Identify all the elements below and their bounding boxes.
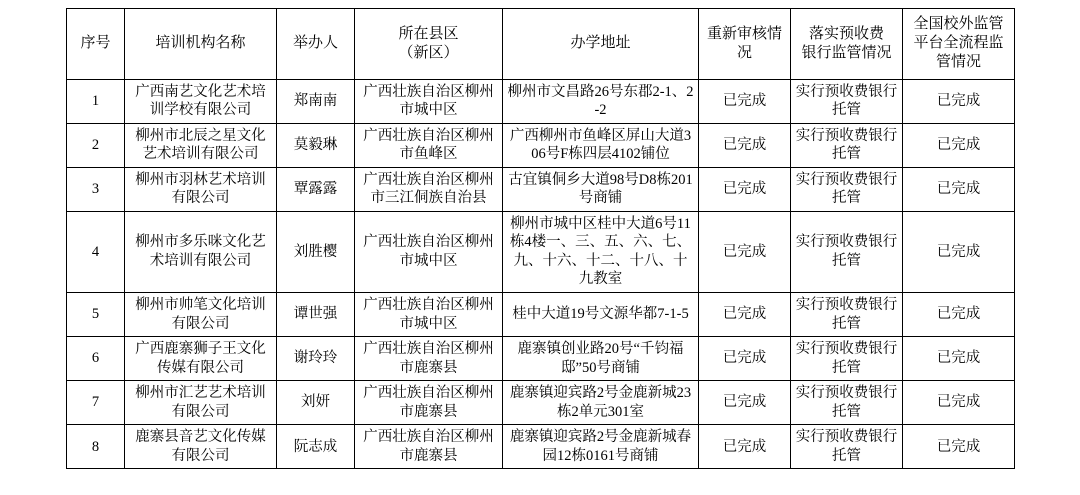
- cell-no: 3: [67, 167, 125, 211]
- cell-county: 广西壮族自治区柳州市城中区: [355, 211, 503, 292]
- cell-host: 莫毅琳: [277, 123, 355, 167]
- cell-review-status: 已完成: [699, 123, 791, 167]
- table-row: [67, 425, 1015, 469]
- cell-review-status: 已完成: [699, 337, 791, 381]
- cell-bank-supervision: 实行预收费银行托管: [791, 211, 903, 292]
- table-row: [67, 293, 1015, 337]
- column-header-institution-name: 培训机构名称: [125, 9, 277, 80]
- cell-no: 7: [67, 381, 125, 425]
- cell-county: 广西壮族自治区柳州市城中区: [355, 293, 503, 337]
- cell-institution-name: 柳州市北辰之星文化艺术培训有限公司: [125, 123, 277, 167]
- cell-address: 古宜镇侗乡大道98号D8栋201号商铺: [503, 167, 699, 211]
- table-row: [67, 79, 1015, 123]
- cell-address: 广西柳州市鱼峰区屏山大道306号F栋四层4102铺位: [503, 123, 699, 167]
- cell-host: 刘妍: [277, 381, 355, 425]
- cell-institution-name: 柳州市汇艺艺术培训有限公司: [125, 381, 277, 425]
- cell-review-status: 已完成: [699, 293, 791, 337]
- cell-bank-supervision: 实行预收费银行托管: [791, 79, 903, 123]
- cell-bank-supervision: 实行预收费银行托管: [791, 425, 903, 469]
- table-row: [67, 211, 1015, 292]
- cell-no: 5: [67, 293, 125, 337]
- cell-bank-supervision: 实行预收费银行托管: [791, 337, 903, 381]
- cell-address: 鹿寨镇迎宾路2号金鹿新城23栋2单元301室: [503, 381, 699, 425]
- cell-platform-supervision: 已完成: [903, 337, 1015, 381]
- cell-institution-name: 柳州市帅笔文化培训有限公司: [125, 293, 277, 337]
- cell-address: 鹿寨镇创业路20号“千钧福邸”50号商铺: [503, 337, 699, 381]
- cell-bank-supervision: 实行预收费银行托管: [791, 167, 903, 211]
- cell-bank-supervision: 实行预收费银行托管: [791, 381, 903, 425]
- cell-no: 4: [67, 211, 125, 292]
- cell-no: 2: [67, 123, 125, 167]
- cell-address: 柳州市城中区桂中大道6号11栋4楼一、三、五、六、七、九、十六、十二、十八、十九教室: [503, 211, 699, 292]
- cell-institution-name: 鹿寨县音艺文化传媒有限公司: [125, 425, 277, 469]
- cell-institution-name: 广西南艺文化艺术培训学校有限公司: [125, 79, 277, 123]
- cell-platform-supervision: 已完成: [903, 123, 1015, 167]
- table-header: [67, 9, 1015, 80]
- cell-platform-supervision: 已完成: [903, 211, 1015, 292]
- cell-address: 桂中大道19号文源华都7-1-5: [503, 293, 699, 337]
- cell-institution-name: 柳州市羽林艺术培训有限公司: [125, 167, 277, 211]
- cell-host: 刘胜樱: [277, 211, 355, 292]
- cell-platform-supervision: 已完成: [903, 381, 1015, 425]
- cell-institution-name: 广西鹿寨狮子王文化传媒有限公司: [125, 337, 277, 381]
- cell-host: 覃露露: [277, 167, 355, 211]
- cell-address: 鹿寨镇迎宾路2号金鹿新城春园12栋0161号商铺: [503, 425, 699, 469]
- cell-no: 6: [67, 337, 125, 381]
- cell-platform-supervision: 已完成: [903, 425, 1015, 469]
- cell-no: 1: [67, 79, 125, 123]
- cell-county: 广西壮族自治区柳州市鹿寨县: [355, 381, 503, 425]
- cell-platform-supervision: 已完成: [903, 293, 1015, 337]
- cell-institution-name: 柳州市多乐咪文化艺术培训有限公司: [125, 211, 277, 292]
- cell-county: 广西壮族自治区柳州市鱼峰区: [355, 123, 503, 167]
- table-row: [67, 337, 1015, 381]
- column-header-no: 序号: [67, 9, 125, 80]
- column-header-review-status: 重新审核情况: [699, 9, 791, 80]
- table-body: [67, 79, 1015, 469]
- column-header-county: 所在县区 （新区）: [355, 9, 503, 80]
- cell-review-status: 已完成: [699, 79, 791, 123]
- cell-platform-supervision: 已完成: [903, 79, 1015, 123]
- cell-review-status: 已完成: [699, 211, 791, 292]
- cell-review-status: 已完成: [699, 167, 791, 211]
- cell-county: 广西壮族自治区柳州市城中区: [355, 79, 503, 123]
- cell-no: 8: [67, 425, 125, 469]
- cell-bank-supervision: 实行预收费银行托管: [791, 123, 903, 167]
- cell-host: 郑南南: [277, 79, 355, 123]
- cell-address: 柳州市文昌路26号东郡2-1、2-2: [503, 79, 699, 123]
- cell-county: 广西壮族自治区柳州市三江侗族自治县: [355, 167, 503, 211]
- column-header-bank-supervision: 落实预收费 银行监管情况: [791, 9, 903, 80]
- table-row: [67, 123, 1015, 167]
- column-header-host: 举办人: [277, 9, 355, 80]
- cell-host: 谭世强: [277, 293, 355, 337]
- column-header-address: 办学地址: [503, 9, 699, 80]
- cell-county: 广西壮族自治区柳州市鹿寨县: [355, 425, 503, 469]
- cell-review-status: 已完成: [699, 425, 791, 469]
- training-institutions-table: [66, 8, 1015, 469]
- column-header-platform-supervision: 全国校外监管 平台全流程监 管情况: [903, 9, 1015, 80]
- cell-county: 广西壮族自治区柳州市鹿寨县: [355, 337, 503, 381]
- cell-bank-supervision: 实行预收费银行托管: [791, 293, 903, 337]
- table-row: [67, 167, 1015, 211]
- cell-host: 阮志成: [277, 425, 355, 469]
- cell-host: 谢玲玲: [277, 337, 355, 381]
- cell-review-status: 已完成: [699, 381, 791, 425]
- cell-platform-supervision: 已完成: [903, 167, 1015, 211]
- table-row: [67, 381, 1015, 425]
- table-header-row: [67, 9, 1015, 80]
